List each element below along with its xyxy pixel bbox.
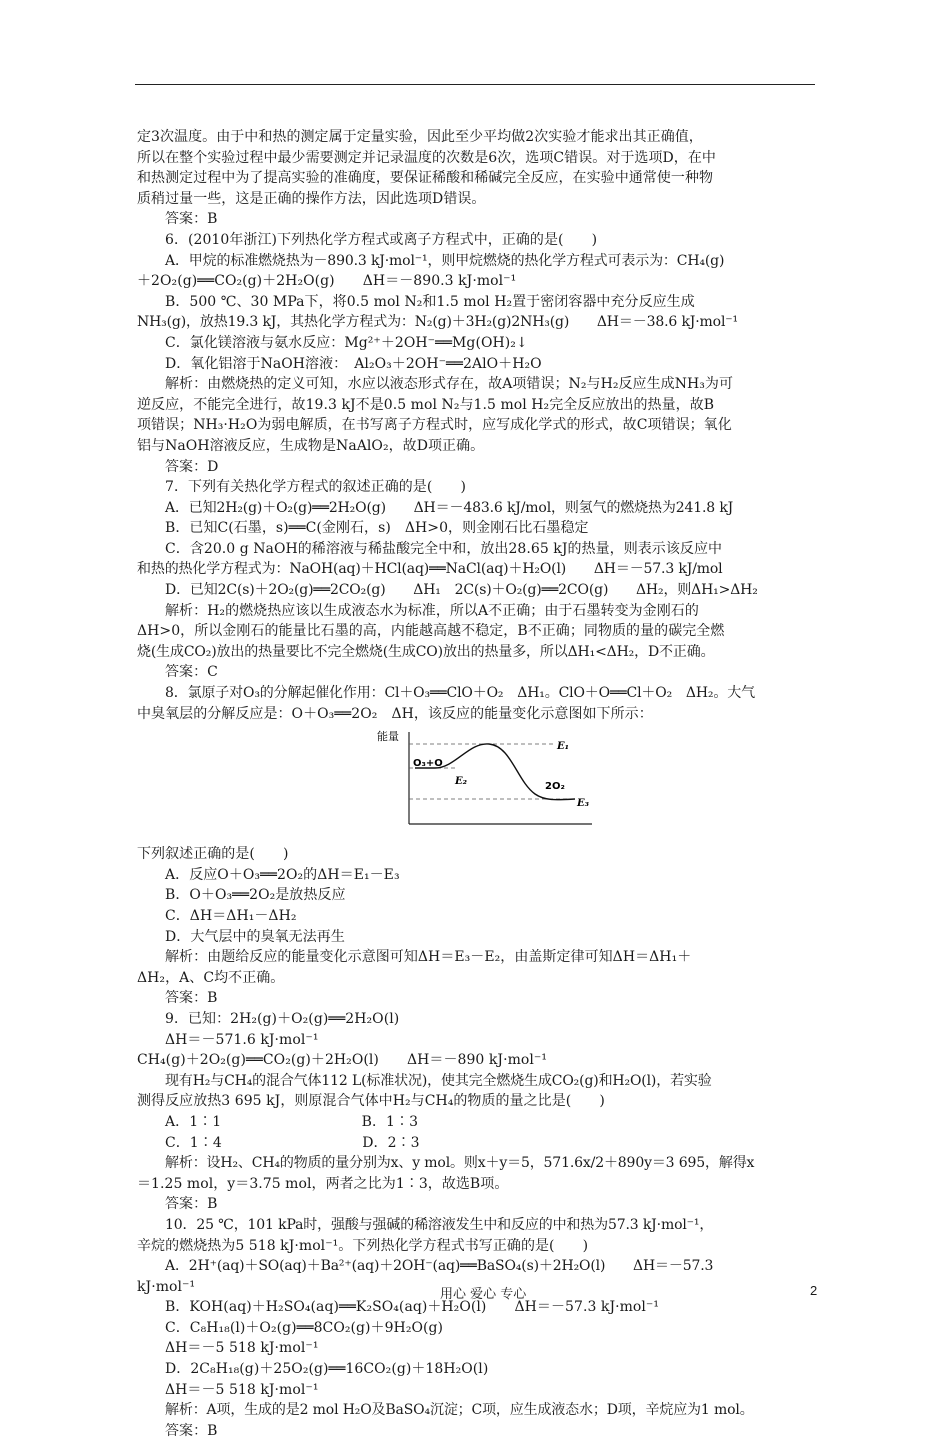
explanation-line: 解析：A项，生成的是2 mol H₂O及BaSO₄沉淀；C项，应生成液态水；D项，辛烷应为1 mol。	[165, 1402, 754, 1419]
option-line: A．甲烷的标准燃烧热为－890.3 kJ·mol⁻¹，则甲烷燃烧的热化学方程式可表示为：CH₄(g)	[165, 252, 725, 269]
page-number: 2	[810, 1283, 818, 1298]
question-line: 6．(2010年浙江)下列热化学方程式或离子方程式中，正确的是( )	[165, 231, 598, 248]
text-line: 铝与NaOH溶液反应，生成物是NaAlO₂，故D项正确。	[137, 437, 485, 454]
option-line: C．含20.0 g NaOH的稀溶液与稀盐酸完全中和，放出28.65 kJ的热量，则表示该反应中	[165, 540, 723, 557]
explanation-line: 解析：由燃烧热的定义可知，水应以液态形式存在，故A项错误；N₂与H₂反应生成NH₃为可	[165, 376, 734, 393]
text-line: ΔH＝－5 518 kJ·mol⁻¹	[165, 1381, 319, 1398]
answer-line: 答案：B	[165, 990, 218, 1007]
page-footer	[0, 1283, 950, 1303]
text-line: NH₃(g)，放热19.3 kJ，其热化学方程式为：N₂(g)＋3H₂(g)2NH₃(g) ΔH＝－38.6 kJ·mol⁻¹	[137, 314, 738, 331]
answer-line: 答案：D	[165, 458, 219, 475]
text-line: 和热测定过程中为了提高实验的准确度，要保证稀酸和稀碱完全反应，在实验中通常使一种物	[137, 170, 714, 187]
text-line: 所以在整个实验过程中最少需要测定并记录温度的次数是6次，选项C错误。对于选项D，在中	[137, 149, 716, 166]
product-label: 2O₂	[545, 781, 565, 793]
option-line: C．ΔH＝ΔH₁－ΔH₂	[165, 908, 297, 924]
text-line: ΔH>0，所以金刚石的能量比石墨的高，内能越高越不稳定，B不正确；同物质的量的碳完全燃	[137, 623, 725, 640]
text-line: 质稍过量一些，这是正确的操作方法，因此选项D错误。	[137, 190, 486, 207]
answer-line: 答案：C	[165, 664, 218, 681]
y-axis-label: 能量	[377, 730, 399, 744]
option-line: D．2C₈H₁₈(g)＋25O₂(g)══16CO₂(g)＋18H₂O(l)	[165, 1361, 489, 1378]
text-line: ΔH＝－571.6 kJ·mol⁻¹	[165, 1031, 319, 1048]
option-line: B．已知C(石墨，s)══C(金刚石，s) ΔH>0，则金刚石比石墨稳定	[165, 520, 589, 537]
option-line: C．1∶4 D．2∶3	[165, 1134, 420, 1151]
text-line: 辛烷的燃烧热为5 518 kJ·mol⁻¹。下列热化学方程式书写正确的是( )	[137, 1237, 589, 1254]
text-line: ＋2O₂(g)══CO₂(g)＋2H₂O(g) ΔH＝－890.3 kJ·mol⁻¹	[137, 273, 517, 290]
option-line: D．大气层中的臭氧无法再生	[165, 928, 345, 945]
option-line: D．氧化铝溶于NaOH溶液： Al₂O₃＋2OH⁻══2AlO＋H₂O	[165, 355, 542, 372]
text-line: CH₄(g)＋2O₂(g)══CO₂(g)＋2H₂O(l) ΔH＝－890 kJ·mol⁻¹	[137, 1052, 548, 1069]
text-line: 逆反应，不能完全进行，故19.3 kJ不是0.5 mol N₂与1.5 mol H₂完全反应放出的热量，故B	[137, 396, 715, 413]
text-line	[137, 834, 817, 844]
e3-label: E₃	[577, 798, 590, 810]
footer-center-text: 用心 爱心 专心	[440, 1287, 527, 1302]
text-line: 测得反应放热3 695 kJ，则原混合气体中H₂与CH₄的物质的量之比是( )	[137, 1093, 605, 1110]
answer-line: 答案：B	[165, 1422, 218, 1439]
answer-line: 答案：B	[165, 1196, 218, 1213]
text-line: ΔH＝－5 518 kJ·mol⁻¹	[165, 1340, 319, 1357]
page-body	[137, 127, 817, 1441]
explanation-line: 解析：H₂的燃烧热应该以生成液态水为标准，所以A不正确；由于石墨转变为金刚石的	[165, 602, 699, 619]
option-line: A．已知2H₂(g)＋O₂(g)══2H₂O(g) ΔH＝－483.6 kJ/mol，则氢气的燃烧热为241.8 kJ	[165, 499, 734, 516]
option-line: A．1∶1 B．1∶3	[165, 1113, 419, 1130]
e2-label: E₂	[455, 776, 468, 788]
option-line: B．O＋O₃══2O₂是放热反应	[165, 887, 346, 904]
option-line: B．500 ℃、30 MPa下，将0.5 mol N₂和1.5 mol H₂置于密闭容器中充分反应生成	[165, 293, 695, 310]
option-line: C．C₈H₁₈(l)＋O₂(g)══8CO₂(g)＋9H₂O(g)	[165, 1319, 444, 1336]
option-line: B．KOH(aq)＋H₂SO₄(aq)══K₂SO₄(aq)＋H₂O(l) ΔH＝－57.3 kJ·mol⁻¹	[165, 1299, 660, 1316]
header-rule	[135, 84, 815, 85]
text-line: 项错误；NH₃·H₂O为弱电解质，在书写离子方程式时，应写成化学式的形式，故C项错误；氧化	[137, 417, 732, 434]
text-line: ＝1.25 mol，y＝3.75 mol，两者之比为1∶3，故选B项。	[137, 1175, 509, 1192]
question-line: 10．25 ℃，101 kPa时，强酸与强碱的稀溶液发生中和反应的中和热为57.3 kJ·mol⁻¹，	[165, 1216, 714, 1233]
question-line: 7．下列有关热化学方程式的叙述正确的是( )	[165, 479, 466, 496]
option-line: A．反应O＋O₃══2O₂的ΔH＝E₁－E₃	[165, 866, 400, 883]
text-line: 下列叙述正确的是( )	[137, 846, 289, 863]
question-line: 8．氯原子对O₃的分解起催化作用：Cl＋O₃══ClO＋O₂ ΔH₁。ClO＋O══Cl＋O₂ ΔH₂。大气	[165, 685, 755, 702]
text-line: 定3次温度。由于中和热的测定属于定量实验，因此至少平均做2次实验才能求出其正确值，	[137, 129, 703, 145]
energy-diagram-svg	[377, 726, 617, 826]
option-line: C．氯化镁溶液与氨水反应：Mg²⁺＋2OH⁻══Mg(OH)₂↓	[165, 334, 528, 351]
answer-line: 答案：B	[165, 211, 218, 228]
text-line: 和热的热化学方程式为：NaOH(aq)＋HCl(aq)══NaCl(aq)＋H₂O(l) ΔH＝－57.3 kJ/mol	[137, 561, 723, 578]
text-line: 现有H₂与CH₄的混合气体112 L(标准状况)，使其完全燃烧生成CO₂(g)和H₂O(l)，若实验	[165, 1072, 712, 1089]
energy-diagram	[137, 726, 817, 826]
text-line: ΔH₂，A、C均不正确。	[137, 969, 285, 986]
option-line: D．已知2C(s)＋2O₂(g)══2CO₂(g) ΔH₁ 2C(s)＋O₂(g)══2CO(g) ΔH₂，则ΔH₁>ΔH₂	[165, 582, 758, 599]
text-line: 烧(生成CO₂)放出的热量要比不完全燃烧(生成CO)放出的热量多，所以ΔH₁<ΔH₂，D不正确。	[137, 643, 715, 660]
explanation-line: 解析：由题给反应的能量变化示意图可知ΔH＝E₃－E₂，由盖斯定律可知ΔH＝ΔH₁＋	[165, 949, 692, 966]
text-line: 中臭氧层的分解反应是：O＋O₃══2O₂ ΔH，该反应的能量变化示意图如下所示：	[137, 705, 653, 722]
explanation-line: 解析：设H₂、CH₄的物质的量分别为x、y mol。则x＋y＝5，571.6x/2＋890y＝3 695，解得x	[165, 1155, 755, 1172]
reactant-label: O₃+O	[413, 758, 443, 770]
option-line: A．2H⁺(aq)＋SO(aq)＋Ba²⁺(aq)＋2OH⁻(aq)══BaSO₄(s)＋2H₂O(l) ΔH＝－57.3	[165, 1258, 714, 1275]
e1-label: E₁	[557, 741, 570, 753]
question-line: 9．已知：2H₂(g)＋O₂(g)══2H₂O(l)	[165, 1010, 400, 1027]
text-line: kJ·mol⁻¹	[137, 1278, 196, 1295]
